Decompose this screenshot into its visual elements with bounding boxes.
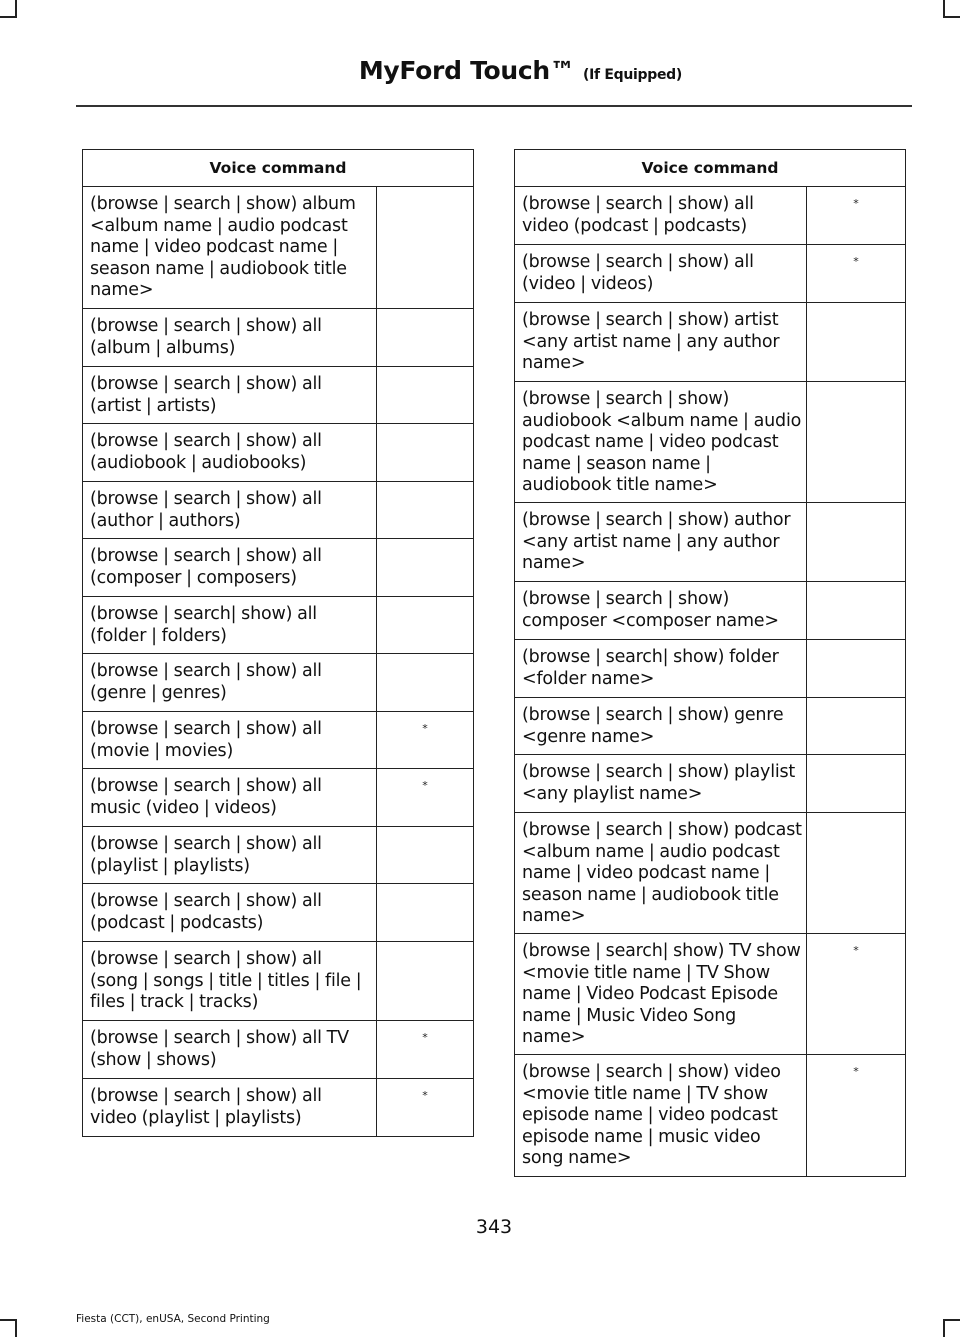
crop-mark xyxy=(943,1321,945,1337)
table-row xyxy=(83,187,474,309)
voice-command-text: (browse | search | show) all (author | authors) xyxy=(83,482,377,539)
table-row xyxy=(515,503,906,582)
voice-command-text: (browse | search | show) album <album name | audio podcast name | video podcast name | season name | audiobook title name> xyxy=(83,187,377,309)
voice-command-note xyxy=(807,698,906,755)
table-row xyxy=(83,539,474,597)
footer-edition: Fiesta (CCT), enUSA, Second Printing xyxy=(76,1313,270,1325)
voice-command-note xyxy=(377,187,474,309)
table-row xyxy=(83,597,474,654)
voice-command-text: (browse | search | show) audiobook <album name | audio podcast name | video podcast name | season name | audiobook title name> xyxy=(515,382,807,503)
voice-command-text: (browse | search | show) all (artist | artists) xyxy=(83,367,377,424)
table-row xyxy=(83,367,474,424)
table-heading: Voice command xyxy=(515,150,906,187)
voice-command-note xyxy=(377,482,474,539)
voice-command-note xyxy=(377,539,474,597)
voice-command-note xyxy=(377,309,474,367)
voice-command-note xyxy=(807,755,906,813)
voice-command-note: * xyxy=(807,245,906,303)
voice-command-text: (browse | search | show) all video (podcast | podcasts) xyxy=(515,187,807,245)
crop-mark xyxy=(15,1321,17,1337)
voice-command-note: * xyxy=(377,769,474,827)
voice-command-text: (browse | search | show) all (composer | composers) xyxy=(83,539,377,597)
voice-command-text: (browse | search| show) all (folder | folders) xyxy=(83,597,377,654)
voice-command-note xyxy=(377,884,474,942)
table-row xyxy=(515,813,906,934)
voice-command-note: * xyxy=(377,712,474,769)
table-row xyxy=(83,827,474,884)
voice-command-text: (browse | search | show) artist <any artist name | any author name> xyxy=(515,303,807,382)
voice-command-note: * xyxy=(807,187,906,245)
table-row xyxy=(515,303,906,382)
voice-command-text: (browse | search | show) all (video | videos) xyxy=(515,245,807,303)
crop-mark xyxy=(943,1319,960,1321)
voice-command-note xyxy=(807,303,906,382)
voice-command-text: (browse | search | show) all (genre | genres) xyxy=(83,654,377,712)
voice-command-text: (browse | search | show) all (song | songs | title | titles | file | files | track | tracks) xyxy=(83,942,377,1021)
voice-command-text: (browse | search | show) all video (playlist | playlists) xyxy=(83,1079,377,1137)
table-row xyxy=(515,755,906,813)
table-row xyxy=(515,245,906,303)
header-rule xyxy=(76,105,912,107)
table-row xyxy=(515,1055,906,1177)
crop-mark xyxy=(0,1319,17,1321)
table-row xyxy=(83,482,474,539)
voice-command-text: (browse | search| show) folder <folder name> xyxy=(515,640,807,698)
table-heading: Voice command xyxy=(83,150,474,187)
voice-command-text: (browse | search | show) all (audiobook | audiobooks) xyxy=(83,424,377,482)
crop-mark xyxy=(0,16,17,18)
voice-command-note xyxy=(807,813,906,934)
table-body xyxy=(515,187,906,1177)
voice-command-text: (browse | search | show) playlist <any playlist name> xyxy=(515,755,807,813)
table-row xyxy=(83,942,474,1021)
voice-command-note xyxy=(377,827,474,884)
voice-command-note xyxy=(807,640,906,698)
table-row xyxy=(83,1079,474,1137)
voice-command-note xyxy=(377,597,474,654)
page-title xyxy=(359,56,682,85)
crop-mark xyxy=(943,0,945,16)
table-row xyxy=(83,424,474,482)
table-row xyxy=(83,769,474,827)
table-row xyxy=(83,712,474,769)
table-row xyxy=(515,382,906,503)
voice-command-note: * xyxy=(377,1079,474,1137)
page-title-main: MyFord Touch™ xyxy=(358,56,575,85)
voice-command-text: (browse | search | show) all (movie | movies) xyxy=(83,712,377,769)
voice-command-note xyxy=(377,654,474,712)
voice-command-note: * xyxy=(807,934,906,1055)
voice-command-text: (browse | search | show) all (playlist | playlists) xyxy=(83,827,377,884)
table-row xyxy=(515,582,906,640)
voice-command-text: (browse | search | show) video <movie title name | TV show episode name | video podcast episode name | music video song name> xyxy=(515,1055,807,1177)
crop-mark xyxy=(943,16,960,18)
voice-command-text: (browse | search | show) author <any artist name | any author name> xyxy=(515,503,807,582)
table-row xyxy=(515,187,906,245)
voice-command-text: (browse | search | show) all TV (show | shows) xyxy=(83,1021,377,1079)
voice-command-note: * xyxy=(807,1055,906,1177)
page-title-qualifier: (If Equipped) xyxy=(583,67,682,83)
voice-command-note xyxy=(377,424,474,482)
voice-command-text: (browse | search | show) all (podcast | podcasts) xyxy=(83,884,377,942)
voice-command-text: (browse | search | show) composer <composer name> xyxy=(515,582,807,640)
voice-command-table-left xyxy=(82,149,474,1137)
voice-command-text: (browse | search | show) podcast <album name | audio podcast name | video podcast name | season name | audiobook title name> xyxy=(515,813,807,934)
voice-command-text: (browse | search | show) all music (video | videos) xyxy=(83,769,377,827)
voice-command-table-right xyxy=(514,149,906,1177)
table-body xyxy=(83,187,474,1137)
voice-command-text: (browse | search | show) genre <genre name> xyxy=(515,698,807,755)
table-row xyxy=(83,884,474,942)
voice-command-note xyxy=(377,367,474,424)
voice-command-text: (browse | search| show) TV show <movie title name | TV Show name | Video Podcast Episode name | Music Video Song name> xyxy=(515,934,807,1055)
voice-command-note: * xyxy=(377,1021,474,1079)
voice-command-text: (browse | search | show) all (album | albums) xyxy=(83,309,377,367)
table-row xyxy=(515,934,906,1055)
voice-command-note xyxy=(807,582,906,640)
page-number: 343 xyxy=(475,1216,513,1238)
crop-mark xyxy=(15,0,17,16)
voice-command-note xyxy=(807,503,906,582)
table-row xyxy=(83,309,474,367)
voice-command-note xyxy=(377,942,474,1021)
table-row xyxy=(515,640,906,698)
table-row xyxy=(83,1021,474,1079)
voice-command-note xyxy=(807,382,906,503)
table-row xyxy=(83,654,474,712)
table-row xyxy=(515,698,906,755)
